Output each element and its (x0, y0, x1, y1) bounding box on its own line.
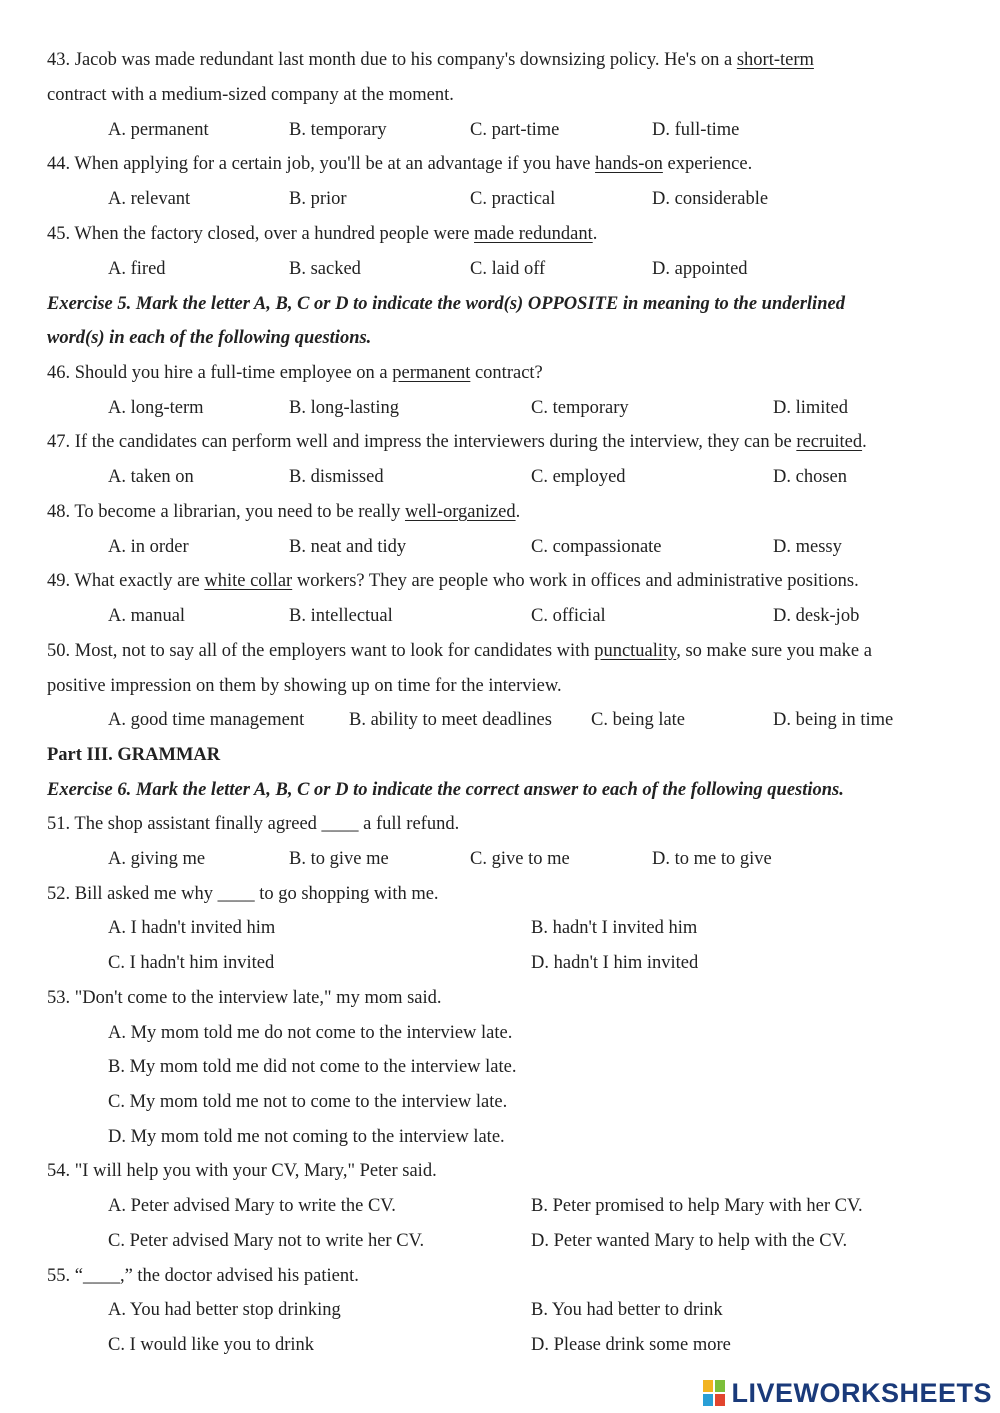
q55-option-d[interactable]: D. Please drink some more (531, 1335, 731, 1355)
q55-stem: 55. “____,” the doctor advised his patient. (47, 1266, 359, 1286)
q45-option-d[interactable]: D. appointed (652, 259, 748, 279)
q49-option-b[interactable]: B. intellectual (289, 606, 393, 626)
q53-stem: 53. "Don't come to the interview late," my mom said. (47, 988, 442, 1008)
q43-underlined-word: short-term (736, 50, 814, 70)
q45-option-a[interactable]: A. fired (108, 259, 166, 279)
q54-option-d[interactable]: D. Peter wanted Mary to help with the CV. (531, 1231, 848, 1251)
q51-stem: 51. The shop assistant finally agreed ____ a full refund. (47, 814, 460, 834)
q49-option-a[interactable]: A. manual (108, 606, 186, 626)
q48-stem: 48. To become a librarian, you need to be really well-organized. (47, 502, 521, 522)
q46-option-c[interactable]: C. temporary (531, 398, 629, 418)
q46-option-d[interactable]: D. limited (773, 398, 849, 418)
q50-underlined-word: punctuality (594, 641, 677, 661)
q52-option-b[interactable]: B. hadn't I invited him (531, 918, 698, 938)
q47-option-d[interactable]: D. chosen (773, 467, 847, 487)
q50-option-d[interactable]: D. being in time (773, 710, 894, 730)
q55-option-c[interactable]: C. I would like you to drink (108, 1335, 315, 1355)
q46-option-a[interactable]: A. long-term (108, 398, 204, 418)
q45-option-b[interactable]: B. sacked (289, 259, 361, 279)
q50-option-b[interactable]: B. ability to meet deadlines (349, 710, 552, 730)
q50-stem-line2: positive impression on them by showing up on time for the interview. (47, 676, 562, 696)
q50-stem-line1: 50. Most, not to say all of the employers want to look for candidates with punctuality, so make sure you make a (47, 641, 872, 661)
q44-option-c[interactable]: C. practical (470, 189, 556, 209)
q52-option-a[interactable]: A. I hadn't invited him (108, 918, 276, 938)
q51-option-a[interactable]: A. giving me (108, 849, 206, 869)
q52-stem: 52. Bill asked me why ____ to go shopping with me. (47, 884, 439, 904)
q44-underlined-word: hands-on (595, 154, 663, 174)
q55-option-b[interactable]: B. You had better to drink (531, 1300, 723, 1320)
q49-underlined-word: white collar (204, 571, 293, 591)
q53-option-a[interactable]: A. My mom told me do not come to the interview late. (108, 1023, 513, 1043)
q45-stem: 45. When the factory closed, over a hundred people were made redundant. (47, 224, 598, 244)
q54-stem: 54. "I will help you with your CV, Mary," Peter said. (47, 1161, 437, 1181)
q45-underlined-word: made redundant (474, 224, 593, 244)
q47-underlined-word: recruited (796, 432, 863, 452)
q48-underlined-word: well-organized (404, 502, 516, 522)
q44-option-b[interactable]: B. prior (289, 189, 347, 209)
q46-underlined-word: permanent (392, 363, 471, 383)
q43-option-c[interactable]: C. part-time (470, 120, 560, 140)
liveworksheets-logo-text: LIVEWORKSHEETS (731, 1378, 992, 1408)
q55-option-a[interactable]: A. You had better stop drinking (108, 1300, 341, 1320)
q47-option-c[interactable]: C. employed (531, 467, 626, 487)
exercise-6-heading: Exercise 6. Mark the letter A, B, C or D to indicate the correct answer to each of the following questions. (47, 780, 844, 800)
exercise-5-heading-line1: Exercise 5. Mark the letter A, B, C or D to indicate the word(s) OPPOSITE in meaning to the underlined (47, 294, 845, 314)
q53-option-d[interactable]: D. My mom told me not coming to the interview late. (108, 1127, 505, 1147)
q48-option-a[interactable]: A. in order (108, 537, 189, 557)
part-3-heading: Part III. GRAMMAR (47, 745, 221, 765)
q44-option-d[interactable]: D. considerable (652, 189, 769, 209)
q49-stem: 49. What exactly are white collar workers? They are people who work in offices and administrative positions. (47, 571, 859, 591)
q51-option-d[interactable]: D. to me to give (652, 849, 772, 869)
liveworksheets-logo-icon (703, 1380, 727, 1408)
q54-option-c[interactable]: C. Peter advised Mary not to write her CV. (108, 1231, 425, 1251)
q43-option-b[interactable]: B. temporary (289, 120, 387, 140)
q44-option-a[interactable]: A. relevant (108, 189, 191, 209)
q43-stem-line1: 43. Jacob was made redundant last month due to his company's downsizing policy. He's on a short-term (47, 50, 814, 70)
q50-option-c[interactable]: C. being late (591, 710, 686, 730)
q53-option-b[interactable]: B. My mom told me did not come to the interview late. (108, 1057, 517, 1077)
q47-option-a[interactable]: A. taken on (108, 467, 194, 487)
q54-option-a[interactable]: A. Peter advised Mary to write the CV. (108, 1196, 396, 1216)
q49-option-c[interactable]: C. official (531, 606, 606, 626)
q52-option-d[interactable]: D. hadn't I him invited (531, 953, 699, 973)
q48-option-d[interactable]: D. messy (773, 537, 842, 557)
exercise-5-heading-line2: word(s) in each of the following questions. (47, 328, 372, 348)
liveworksheets-logo[interactable] (703, 1378, 992, 1409)
q46-stem: 46. Should you hire a full-time employee on a permanent contract? (47, 363, 543, 383)
q43-stem-line2: contract with a medium-sized company at the moment. (47, 85, 454, 105)
q51-option-c[interactable]: C. give to me (470, 849, 570, 869)
q44-stem: 44. When applying for a certain job, you'll be at an advantage if you have hands-on experience. (47, 154, 753, 174)
q52-option-c[interactable]: C. I hadn't him invited (108, 953, 275, 973)
q54-option-b[interactable]: B. Peter promised to help Mary with her CV. (531, 1196, 863, 1216)
q43-option-d[interactable]: D. full-time (652, 120, 740, 140)
q43-option-a[interactable]: A. permanent (108, 120, 209, 140)
q49-option-d[interactable]: D. desk-job (773, 606, 860, 626)
q46-option-b[interactable]: B. long-lasting (289, 398, 399, 418)
q53-option-c[interactable]: C. My mom told me not to come to the interview late. (108, 1092, 508, 1112)
q50-option-a[interactable]: A. good time management (108, 710, 305, 730)
q51-option-b[interactable]: B. to give me (289, 849, 389, 869)
q48-option-c[interactable]: C. compassionate (531, 537, 662, 557)
q47-option-b[interactable]: B. dismissed (289, 467, 384, 487)
q48-option-b[interactable]: B. neat and tidy (289, 537, 407, 557)
q45-option-c[interactable]: C. laid off (470, 259, 546, 279)
q47-stem: 47. If the candidates can perform well and impress the interviewers during the interview, they can be recruited. (47, 432, 867, 452)
